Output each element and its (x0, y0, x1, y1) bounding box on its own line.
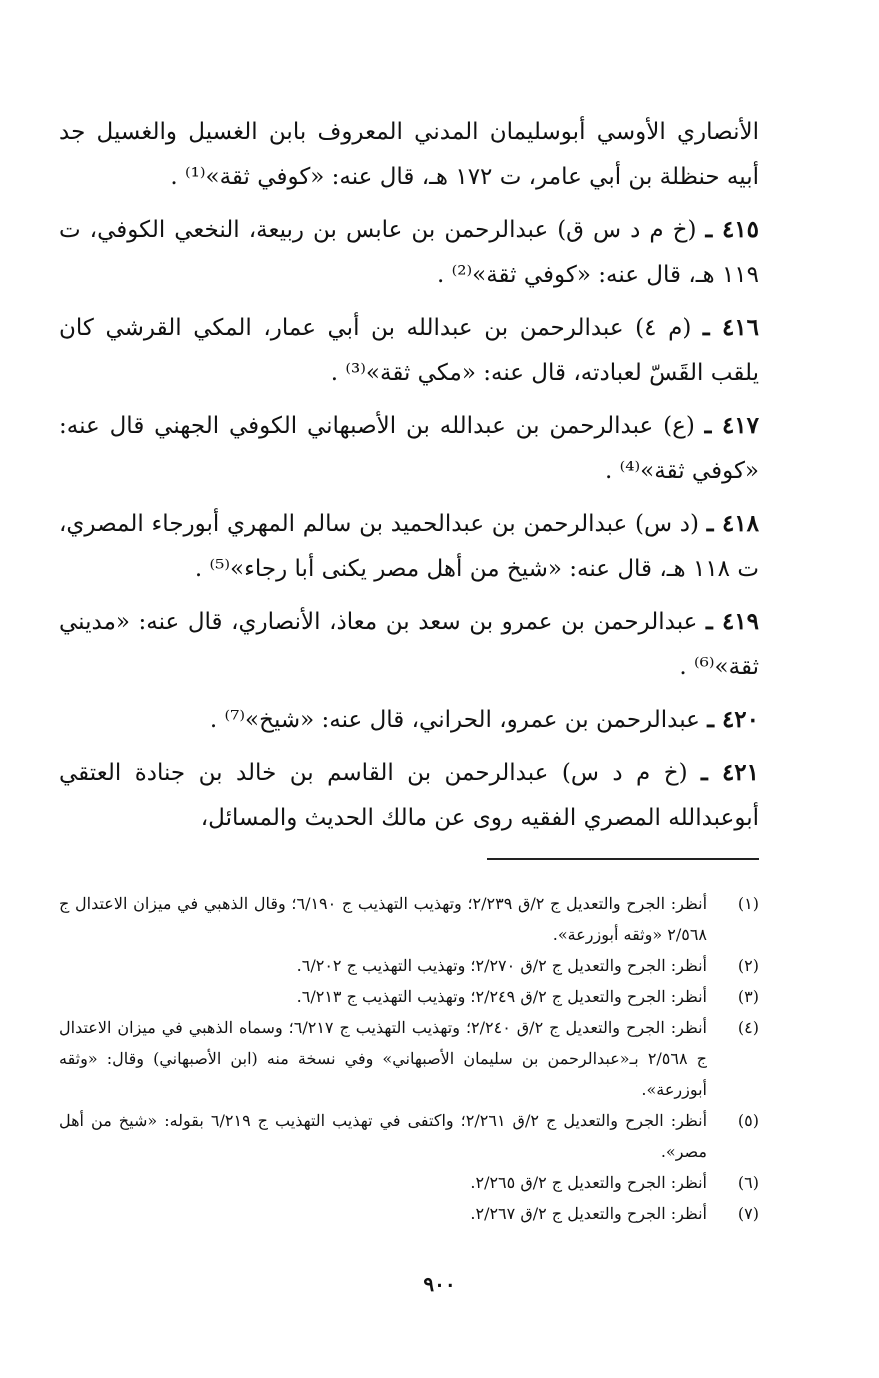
entry-text: عبدالرحمن بن عمرو، الحراني، قال عنه: «شيخ»⁽⁷⁾ . (209, 707, 700, 733)
page-number: ٩٠٠ (423, 1272, 456, 1296)
entry-416 (59, 305, 759, 396)
entry-text: عبدالرحمن بن عمرو بن سعد بن معاذ، الأنصاري، قال عنه: «مديني ثقة»⁽⁶⁾ . (59, 609, 759, 680)
entry-419 (59, 599, 759, 690)
entry-number: ٤١٩ ـ (705, 608, 759, 635)
footnote-5 (59, 1105, 759, 1167)
footnote-text: أنظر: الجرح والتعديل ج ٢/ق ٢/٢٦٥. (470, 1173, 707, 1192)
footnote-text: أنظر: الجرح والتعديل ج ٢/ق ٢/٢٣٩؛ وتهذيب التهذيب ج ٦/١٩٠؛ وقال الذهبي في ميزان الاعتدال ج ٢/٥٦٨ «وثقه أبوزرعة». (59, 894, 708, 944)
entry-number: ٤١٦ ـ (702, 314, 759, 341)
entry-420 (59, 697, 759, 743)
footnote-6 (59, 1167, 759, 1198)
main-text (59, 110, 759, 848)
footnote-number: (٧) (737, 1204, 759, 1223)
footnote-4 (59, 1012, 759, 1105)
entry-number: ٤٢٠ ـ (707, 706, 759, 733)
footnote-7 (59, 1198, 759, 1229)
footnote-text: أنظر: الجرح والتعديل ج ٢/ق ٢/٢٦١؛ واكتفى في تهذيب التهذيب ج ٦/٢١٩ بقوله: «شيخ من أهل مصر». (59, 1111, 708, 1161)
entry-421 (59, 750, 759, 841)
footnote-text: أنظر: الجرح والتعديل ج ٢/ق ٢/٢٤٩؛ وتهذيب التهذيب ج ٦/٢١٣. (296, 987, 707, 1006)
entry-number: ٤١٥ ـ (705, 216, 759, 243)
entry-415 (59, 207, 759, 298)
entry-418 (59, 501, 759, 592)
footnote-1 (59, 888, 759, 950)
footnote-text: أنظر: الجرح والتعديل ج ٢/ق ٢/٢٦٧. (470, 1204, 707, 1223)
footnote-text: أنظر: الجرح والتعديل ج ٢/ق ٢/٢٧٠؛ وتهذيب التهذيب ج ٦/٢٠٢. (296, 956, 707, 975)
footnote-divider (487, 858, 759, 860)
footnotes (59, 888, 759, 1229)
entry-text: (د س) عبدالرحمن بن عبدالحميد بن سالم المهري أبورجاء المصري، ت ١١٨ هـ، قال عنه: «شيخ من أهل مصر يكنى أبا رجاء»⁽⁵⁾ . (59, 511, 759, 582)
entry-continuation (59, 110, 759, 200)
entry-text: (خ م د س) عبدالرحمن بن القاسم بن خالد بن جنادة العتقي أبوعبدالله المصري الفقيه روى عن مالك الحديث والمسائل، (59, 760, 759, 831)
entry-text: (م ٤) عبدالرحمن بن عبدالله بن أبي عمار، المكي القرشي كان يلقب القَسّ لعبادته، قال عنه: «مكي ثقة»⁽³⁾ . (59, 315, 759, 386)
entry-text: (ع) عبدالرحمن بن عبدالله بن الأصبهاني الكوفي الجهني قال عنه: «كوفي ثقة»⁽⁴⁾ . (59, 413, 759, 484)
entry-number: ٤١٧ ـ (704, 412, 760, 439)
footnote-number: (٦) (737, 1173, 759, 1192)
footnote-3 (59, 981, 759, 1012)
footnote-text: أنظر: الجرح والتعديل ج ٢/ق ٢/٢٤٠؛ وتهذيب التهذيب ج ٦/٢١٧؛ وسماه الذهبي في ميزان الاعتدال ج ٢/٥٦٨ بـ«عبدالرحمن بن سليمان الأصبهاني» وفي نسخة منه (ابن الأصبهاني) وقال: «وثقه أبوزرعة». (59, 1018, 708, 1099)
footnote-number: (٥) (737, 1111, 759, 1130)
footnote-number: (١) (737, 894, 759, 913)
entry-text: الأنصاري الأوسي أبوسليمان المدني المعروف بابن الغسيل والغسيل جد أبيه حنظلة بن أبي عامر، ت ١٧٢ هـ، قال عنه: «كوفي ثقة»⁽¹⁾ . (59, 119, 759, 190)
entry-number: ٤٢١ ـ (701, 759, 760, 786)
footnote-number: (٢) (737, 956, 759, 975)
entry-number: ٤١٨ ـ (706, 510, 760, 537)
footnote-number: (٤) (737, 1018, 759, 1037)
footnote-number: (٣) (737, 987, 759, 1006)
entry-417 (59, 403, 759, 494)
footnote-2 (59, 950, 759, 981)
entry-text: (خ م د س ق) عبدالرحمن بن عابس بن ربيعة، النخعي الكوفي، ت ١١٩ هـ، قال عنه: «كوفي ثقة»⁽²⁾ . (59, 217, 759, 288)
